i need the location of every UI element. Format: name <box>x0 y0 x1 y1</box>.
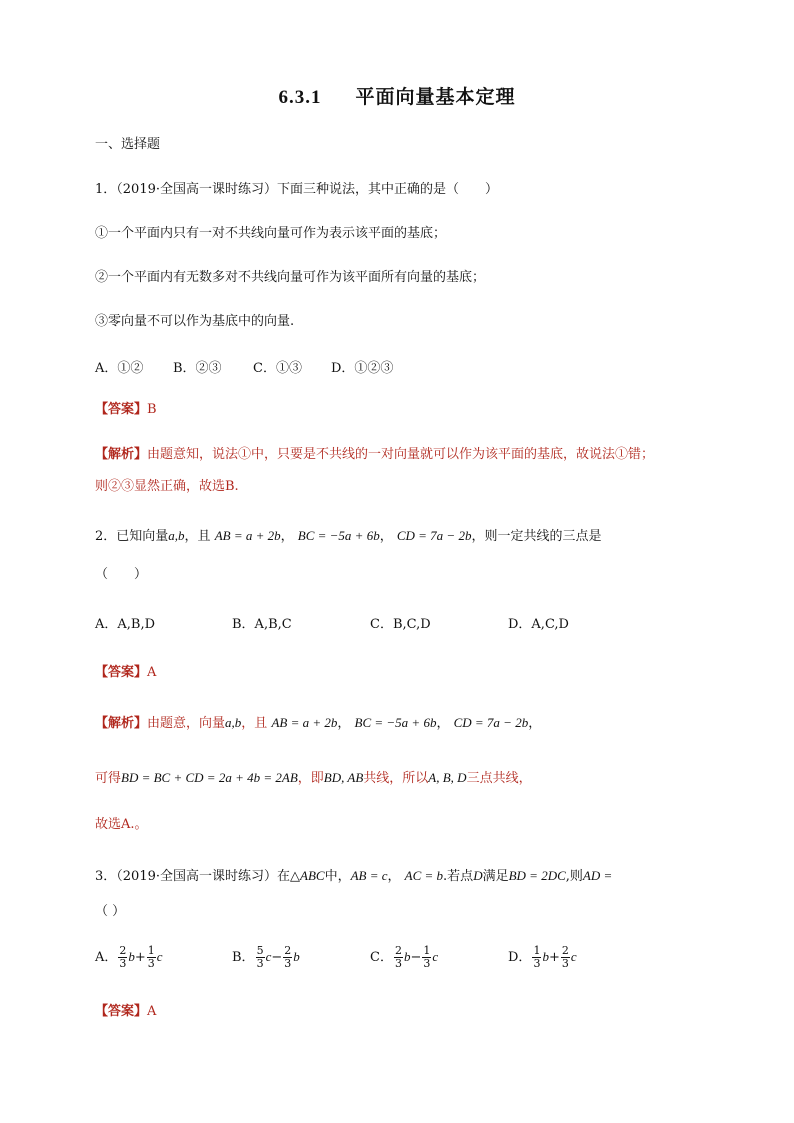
q2-answer-value: A <box>147 665 157 680</box>
q3-eq-bd: BD = 2DC <box>508 868 566 883</box>
q3-stem-pre: 3．（2019·全国高一课时练习）在△ <box>95 869 300 884</box>
q2-paren: （ ） <box>95 567 148 582</box>
q2-analysis-line-2 <box>95 769 532 788</box>
q2-analysis-tag: 【解析】 <box>95 716 148 731</box>
q1-stem: 1．（2019·全国高一课时练习）下面三种说法，其中正确的是（ ） <box>95 182 498 197</box>
q2-option-a: A．A,B,D <box>95 617 156 632</box>
q2-line2-pre: 可得 <box>95 771 122 786</box>
q3-d-frac-1: $\frac{1}{3}$ <box>533 944 541 970</box>
q2-eq-cd: CD = 7a − 2b <box>396 528 472 543</box>
q2-stem-pre: 2．已知向量 <box>95 529 169 544</box>
q3-eq-ab: AB = c <box>350 868 388 883</box>
title-text: 平面向量基本定理 <box>355 86 516 108</box>
q3-stem-mid1: 中， <box>324 869 351 884</box>
q3-option-c: C． $\frac{2}{3}$ b− $\frac{1}{3}$ c <box>370 944 439 970</box>
title-number: 6.3.1 <box>278 87 322 108</box>
q3-d-frac-2: $\frac{2}{3}$ <box>561 944 569 970</box>
q2-line2-vec: BD, AB <box>323 770 364 785</box>
q2-line2-end: 三点共线， <box>466 771 532 786</box>
q1-answer <box>95 401 157 419</box>
q1-statement-2: ②一个平面内有无数多对不共线向量可作为该平面所有向量的基底； <box>95 270 486 285</box>
q3-answer-tag: 【答案】 <box>95 1004 148 1019</box>
q3-option-b-label: B． <box>232 950 255 965</box>
q3-option-d-label: D． <box>508 950 532 965</box>
q1-option-c: C．①③ <box>253 361 302 376</box>
q3-eq-ac: AC = b <box>404 868 444 883</box>
q1-analysis-line-1 <box>95 446 654 464</box>
q3-a-frac-1: $\frac{2}{3}$ <box>119 944 127 970</box>
q3-stem: 3．（2019·全国高一课时练习）在△ABC中，AB = c， AC = b.若点D满足BD = 2DC,则AD = <box>95 868 613 884</box>
q2-analysis-ab: a,b <box>225 715 242 730</box>
q1-analysis-text-1: 由题意知，说法①中，只要是不共线的一对向量就可以作为该平面的基底，故说法①错； <box>147 447 655 462</box>
q2-analysis-pre: 由题意，向量 <box>147 716 226 731</box>
q3-eq-ad: AD = <box>582 868 613 883</box>
q2-analysis-eq-bc: BC = −5a + 6b <box>354 715 437 730</box>
q3-triangle: ABC <box>300 868 325 883</box>
q2-eq-bc: BC = −5a + 6b <box>297 528 380 543</box>
q3-b-frac-1: $\frac{5}{3}$ <box>256 944 264 970</box>
q3-stem-mid2: .若点 <box>443 869 474 884</box>
q1-option-a: A．①② <box>95 361 144 376</box>
q2-answer-tag: 【答案】 <box>95 665 148 680</box>
q3-a-frac-2: $\frac{1}{3}$ <box>147 944 155 970</box>
page-title <box>0 82 794 109</box>
q2-stem-mid: ，且 <box>184 529 211 544</box>
q2-vectors-ab: a,b <box>168 528 185 543</box>
q2-line2-eq: BD = BC + CD = 2a + 4b = 2AB <box>121 770 298 785</box>
q2-line2-post: 共线，所以 <box>363 771 429 786</box>
q2-analysis-mid: ，且 <box>241 716 268 731</box>
q1-statement-1: ①一个平面内只有一对不共线向量可作为表示该平面的基底； <box>95 226 447 241</box>
q3-b-frac-2: $\frac{2}{3}$ <box>284 944 292 970</box>
q3-paren: （ ） <box>95 904 126 919</box>
q3-option-a-label: A． <box>95 950 118 965</box>
q2-option-b: B．A,B,C <box>232 617 292 632</box>
q1-analysis-line-2: 则②③显然正确，故选B. <box>95 479 239 494</box>
q1-option-b: B．②③ <box>173 361 222 376</box>
q2-eq-ab: AB = a + 2b <box>214 528 281 543</box>
q3-option-b: B． $\frac{5}{3}$ c− $\frac{2}{3}$ b <box>232 944 300 970</box>
q3-c-frac-2: $\frac{1}{3}$ <box>423 944 431 970</box>
q2-analysis-eq-cd: CD = 7a − 2b <box>453 715 529 730</box>
q3-c-frac-1: $\frac{2}{3}$ <box>394 944 402 970</box>
q3-point-d: D <box>473 868 483 883</box>
q2-line2-points: A, B, D <box>428 770 467 785</box>
q2-answer <box>95 664 156 682</box>
q3-stem-mid3: 满足 <box>482 869 509 884</box>
q2-analysis-line-3: 故选A.。 <box>95 817 148 832</box>
q2-analysis-eq-ab: AB = a + 2b <box>271 715 338 730</box>
q1-answer-value: B <box>147 402 157 417</box>
q2-option-d: D．A,C,D <box>508 617 569 632</box>
q1-answer-tag: 【答案】 <box>95 402 148 417</box>
q3-answer <box>95 1003 156 1021</box>
q3-stem-mid4: ,则 <box>565 869 583 884</box>
q2-stem: 2．已知向量a,b，且 AB = a + 2b， BC = −5a + 6b， CD = 7a − 2b，则一定共线的三点是 <box>95 528 602 544</box>
q1-statement-3: ③零向量不可以作为基底中的向量. <box>95 314 295 329</box>
q3-option-d: D． $\frac{1}{3}$ b+ $\frac{2}{3}$ c <box>508 944 577 970</box>
q1-analysis-tag: 【解析】 <box>95 447 148 462</box>
q2-line2-mid: ，即 <box>297 771 324 786</box>
q3-option-a: A． $\frac{2}{3}$ b+ $\frac{1}{3}$ c <box>95 944 163 970</box>
q3-option-c-label: C． <box>370 950 393 965</box>
q2-analysis-line-1: 【解析】由题意，向量a,b，且 AB = a + 2b， BC = −5a + 6b， CD = 7a − 2b， <box>95 715 542 731</box>
q2-option-c: C．B,C,D <box>370 617 431 632</box>
section-heading: 一、选择题 <box>95 137 161 152</box>
q1-option-d: D．①②③ <box>331 361 394 376</box>
q2-stem-post: ，则一定共线的三点是 <box>471 529 602 544</box>
q3-answer-value: A <box>147 1004 157 1019</box>
